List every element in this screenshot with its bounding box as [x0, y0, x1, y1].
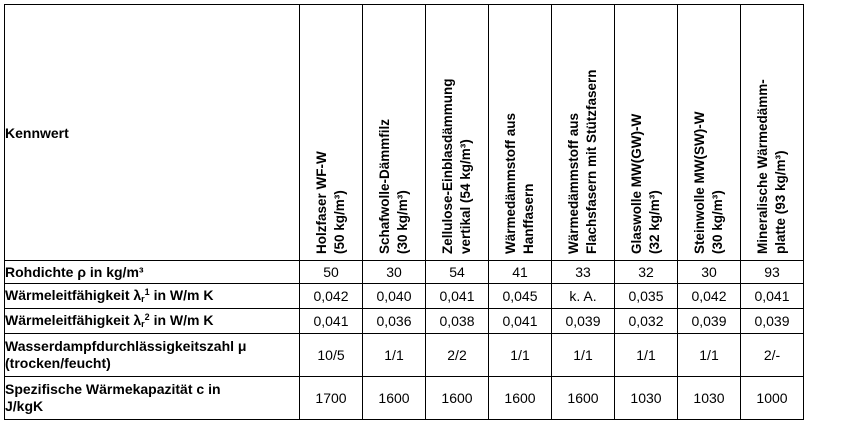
row-label-sup: 1: [144, 287, 150, 297]
material-detail: platte (93 kg/m³): [773, 150, 788, 254]
row-label-unit: in W/m K: [149, 312, 214, 328]
row-label-text: Wärmeleitfähigkeit λ: [5, 287, 142, 303]
table-cell: 0,036: [363, 309, 426, 334]
row-label-text: Wärmeleitfähigkeit λ: [5, 312, 142, 328]
row-label-sub: r: [141, 294, 145, 304]
row-label-line: Spezifische Wärmekapazität c in: [5, 381, 221, 397]
table-cell: 30: [678, 261, 741, 284]
material-header: [363, 5, 426, 261]
table-cell: 1600: [363, 377, 426, 420]
table-cell: 1/1: [678, 334, 741, 377]
row-label-line: Wasserdampfdurchlässigkeitszahl μ: [5, 338, 247, 354]
material-name: Glaswolle MW(GW)-W: [629, 113, 644, 254]
table-row: [5, 334, 804, 377]
row-label-sup: 2: [144, 312, 150, 322]
table-cell: 0,042: [678, 284, 741, 309]
table-cell: 2/-: [741, 334, 804, 377]
table-cell: 1600: [489, 377, 552, 420]
material-detail: Flachsfasern mit Stützfasern: [584, 69, 599, 254]
table-cell: 41: [489, 261, 552, 284]
material-detail: (32 kg/m³): [647, 190, 662, 254]
table-row: [5, 377, 804, 420]
material-name: Wärmedämmstoff aus: [503, 112, 518, 254]
row-label-line: J/kgK: [5, 398, 44, 414]
table-cell: 93: [741, 261, 804, 284]
row-label: Rohdichte ρ in kg/m³: [5, 261, 300, 284]
row-label: [5, 309, 300, 334]
material-name: Mineralische Wärmedämm-: [755, 79, 770, 254]
table-cell: 50: [300, 261, 363, 284]
table-cell: 32: [615, 261, 678, 284]
table-cell: 2/2: [426, 334, 489, 377]
table-cell: 0,039: [741, 309, 804, 334]
material-header: [300, 5, 363, 261]
table-cell: 0,041: [741, 284, 804, 309]
material-header: [741, 5, 804, 261]
table-cell: 1600: [426, 377, 489, 420]
table-cell: 33: [552, 261, 615, 284]
material-header: [489, 5, 552, 261]
material-header: [615, 5, 678, 261]
material-detail: vertikal (54 kg/m³): [458, 139, 473, 254]
table-row: [5, 309, 804, 334]
corner-label: Kennwert: [5, 5, 300, 261]
table-cell: 30: [363, 261, 426, 284]
table-cell: 1030: [678, 377, 741, 420]
material-detail: (30 kg/m³): [710, 190, 725, 254]
material-name: Wärmedämmstoff aus: [566, 112, 581, 254]
table-row: [5, 284, 804, 309]
table-cell: 0,041: [489, 309, 552, 334]
table-cell: 1/1: [363, 334, 426, 377]
material-name: Zellulose-Einblasdämmung: [440, 78, 455, 254]
row-label-line: (trocken/feucht): [5, 355, 111, 371]
material-header: [552, 5, 615, 261]
material-name: Holzfaser WF-W: [314, 151, 329, 254]
table-cell: 1/1: [615, 334, 678, 377]
table-row: [5, 261, 804, 284]
table-cell: 0,040: [363, 284, 426, 309]
table-cell: 0,039: [552, 309, 615, 334]
table-cell: 1600: [552, 377, 615, 420]
table-cell: k. A.: [552, 284, 615, 309]
table-cell: 1030: [615, 377, 678, 420]
table-cell: 0,032: [615, 309, 678, 334]
table-cell: 0,041: [426, 284, 489, 309]
material-detail: (30 kg/m³): [395, 190, 410, 254]
table-cell: 0,045: [489, 284, 552, 309]
table-cell: 1700: [300, 377, 363, 420]
material-header: [426, 5, 489, 261]
table-cell: 1/1: [552, 334, 615, 377]
material-detail: Hanffasern: [521, 183, 536, 254]
table-cell: 0,042: [300, 284, 363, 309]
table-cell: 0,035: [615, 284, 678, 309]
table-cell: 54: [426, 261, 489, 284]
table-cell: 0,038: [426, 309, 489, 334]
row-label-unit: in W/m K: [149, 287, 214, 303]
material-header: [678, 5, 741, 261]
row-label: [5, 284, 300, 309]
table-cell: 1000: [741, 377, 804, 420]
table-cell: 10/5: [300, 334, 363, 377]
material-detail: (50 kg/m³): [332, 190, 347, 254]
properties-table: [4, 4, 804, 420]
row-label: [5, 377, 300, 420]
row-label-sub: r: [141, 319, 145, 329]
material-name: Schafwolle-Dämmfilz: [377, 118, 392, 254]
material-name: Steinwolle MW(SW)-W: [692, 111, 707, 254]
header-row: [5, 5, 804, 261]
row-label: [5, 334, 300, 377]
table-cell: 0,039: [678, 309, 741, 334]
table-cell: 0,041: [300, 309, 363, 334]
table-cell: 1/1: [489, 334, 552, 377]
